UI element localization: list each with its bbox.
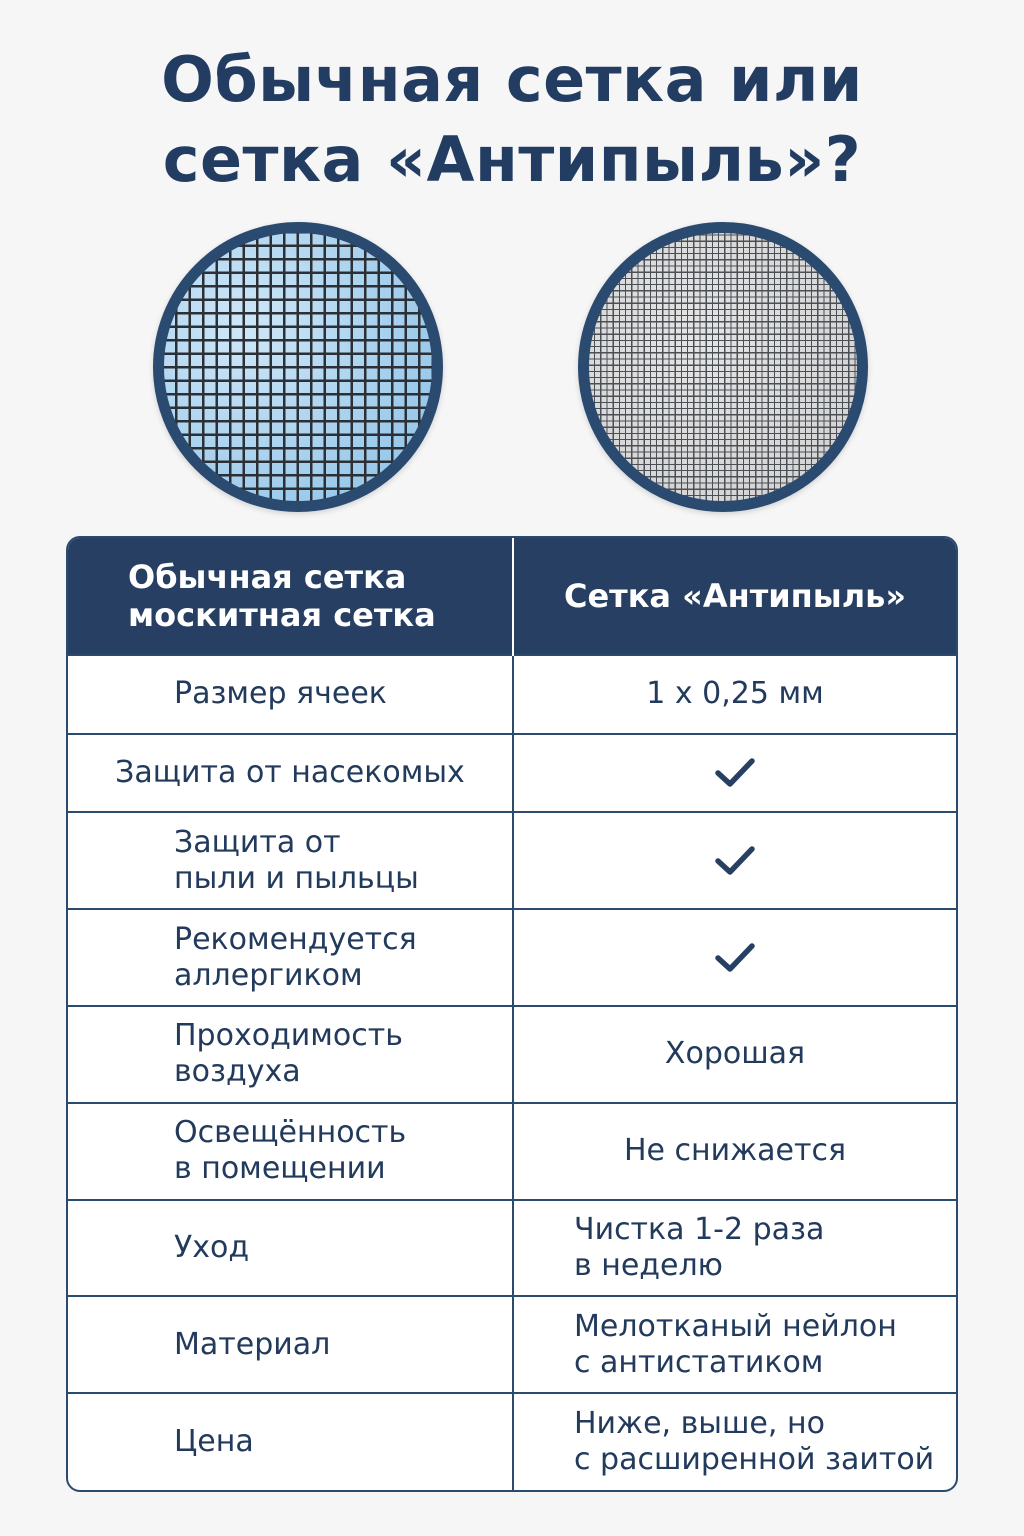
checkmark-icon [713, 755, 757, 791]
row-label-line: в помещении [174, 1151, 386, 1187]
row-value [513, 909, 956, 1006]
row-label-line: Проходимость [174, 1018, 403, 1054]
checkmark-icon [713, 843, 757, 879]
checkmark-icon [713, 940, 757, 976]
table-row [68, 655, 956, 734]
row-value-line: с расширенной заитой [574, 1442, 935, 1478]
table-row [68, 734, 956, 813]
row-label [68, 909, 513, 1006]
title-line-2: сетка «Антипыль»? [162, 123, 862, 196]
row-label [68, 1006, 513, 1103]
row-value-line: Ниже, выше, но [574, 1406, 825, 1442]
row-value-line: Мелотканый нейлон [574, 1308, 897, 1344]
table-row [68, 812, 956, 909]
row-label-line: Освещённость [174, 1115, 407, 1151]
regular-mesh-image [153, 222, 443, 512]
row-value [513, 1296, 956, 1393]
header-col1-line1: Обычная сетка [128, 558, 407, 596]
row-value-line: Чистка 1-2 раза [574, 1211, 825, 1247]
row-label-line: воздуха [174, 1054, 301, 1090]
table-row [68, 1200, 956, 1297]
header-regular-mesh [68, 538, 513, 655]
row-value-line: Не снижается [623, 1133, 847, 1169]
title-line-1: Обычная сетка или [161, 43, 863, 116]
row-value-line: с антистатиком [574, 1344, 824, 1380]
table-header-row [68, 538, 956, 655]
antidust-mesh-image [578, 222, 868, 512]
row-value-line: Хорошая [664, 1036, 806, 1072]
row-value [513, 1393, 956, 1490]
row-label-line: аллергиком [174, 957, 363, 993]
row-label [68, 655, 513, 734]
header-col1-line2: москитная сетка [128, 596, 436, 634]
row-label [68, 812, 513, 909]
row-label [68, 1296, 513, 1393]
row-label-line: Рекомендуется [174, 921, 417, 957]
header-antidust-mesh: Сетка «Антипыль» [513, 538, 956, 655]
row-label-line: пыли и пыльцы [174, 860, 419, 896]
row-value [513, 734, 956, 813]
row-label-line: Цена [174, 1424, 254, 1460]
row-label-line: Материал [174, 1326, 331, 1362]
page-title [60, 40, 964, 200]
row-label [68, 734, 513, 813]
row-value [513, 812, 956, 909]
row-label-line: Размер ячеек [174, 676, 387, 712]
table-row [68, 1103, 956, 1200]
table-row [68, 1006, 956, 1103]
table-row [68, 909, 956, 1006]
row-value-line: 1 x 0,25 мм [646, 676, 824, 712]
table-row [68, 1393, 956, 1490]
table-row [68, 1296, 956, 1393]
comparison-table [66, 536, 958, 1492]
row-label [68, 1103, 513, 1200]
row-label [68, 1200, 513, 1297]
row-label-line: Защита от [174, 824, 341, 860]
row-value [513, 1103, 956, 1200]
row-label [68, 1393, 513, 1490]
row-value [513, 1006, 956, 1103]
row-label-line: Защита от насекомых [115, 754, 465, 790]
row-value-line: в неделю [574, 1247, 723, 1283]
row-value [513, 1200, 956, 1297]
row-value [513, 655, 956, 734]
row-label-line: Уход [174, 1229, 250, 1265]
